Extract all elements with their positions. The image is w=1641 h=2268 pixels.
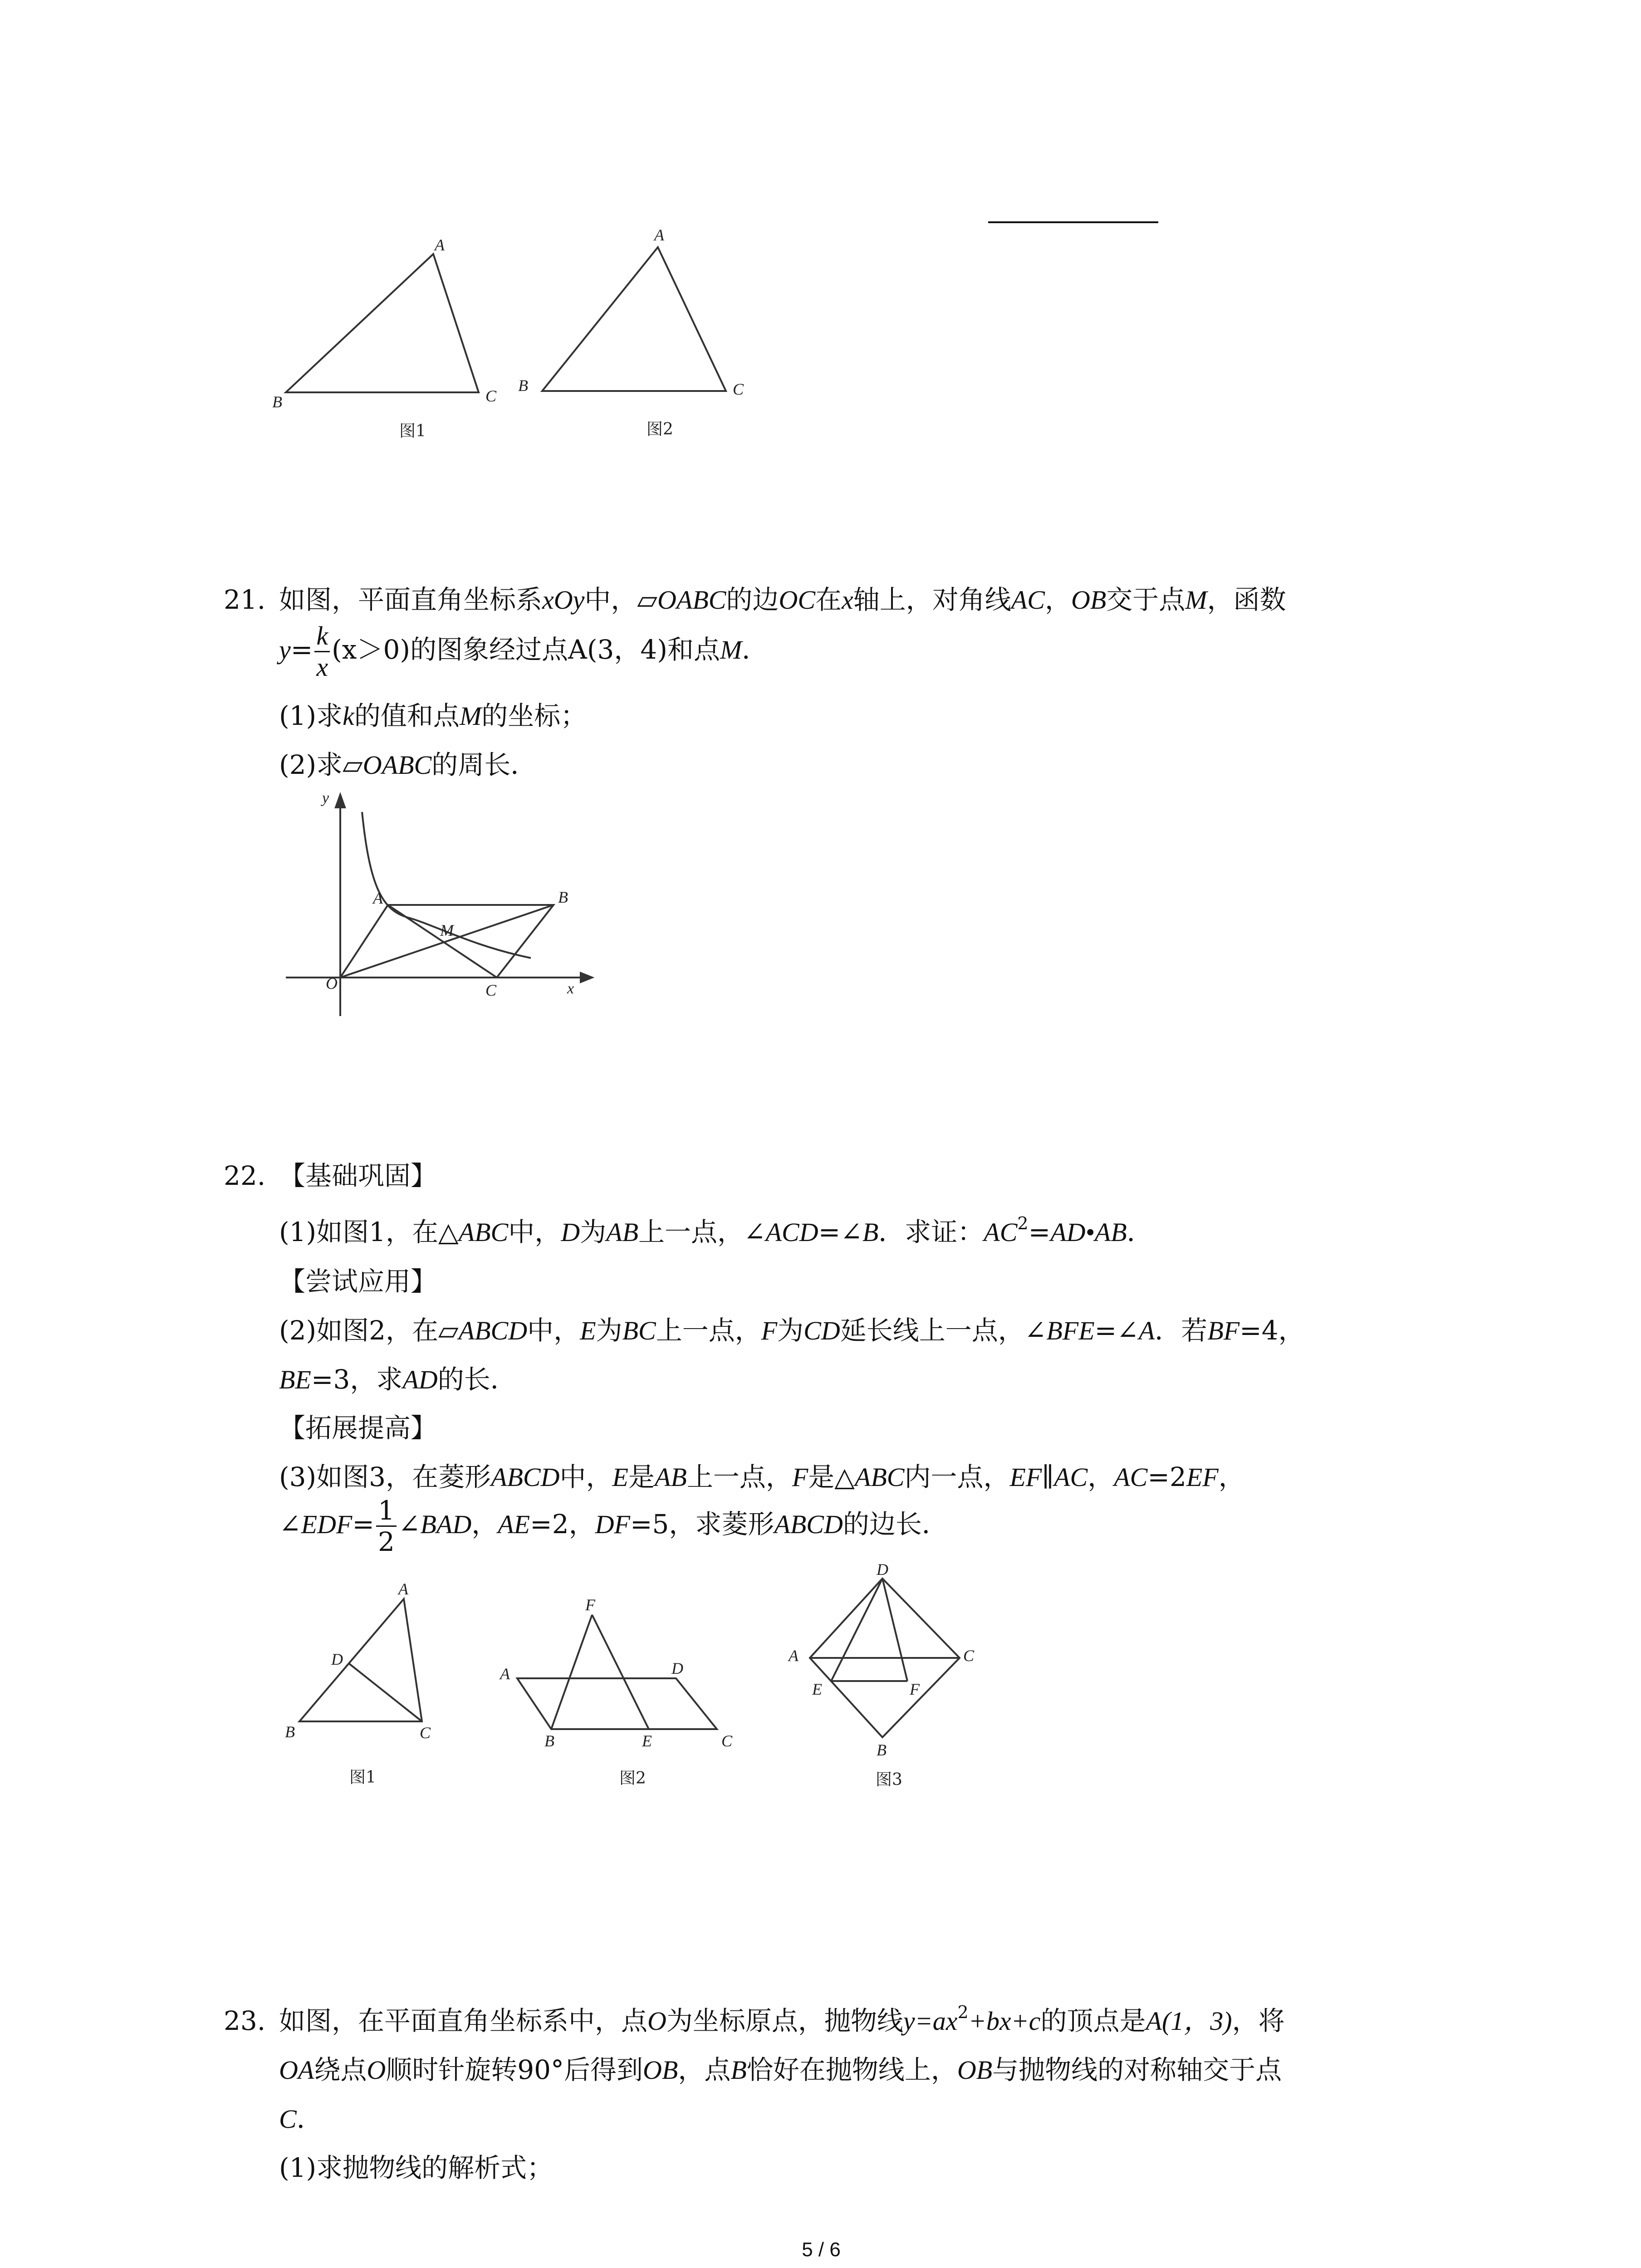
q22-sub1: (1)如图1，在△ABC中，D为AB上一点，∠ACD=∠B．求证：$AC^2=AD•AB$．: [279, 1213, 1153, 1247]
label-e: E: [642, 1732, 652, 1750]
diagonal-ac: [388, 905, 497, 978]
label-b: B: [877, 1741, 887, 1759]
q22-fig3: [780, 1560, 1007, 1796]
q22-fig1: [272, 1574, 463, 1801]
label-c: C: [420, 1724, 431, 1742]
figure-caption: 图1: [399, 422, 426, 440]
q22-heading-extend: 【拓展提高】: [279, 1413, 437, 1443]
q22-heading-try: 【尝试应用】: [279, 1266, 437, 1297]
triangle-abc: [542, 247, 726, 391]
segment-cd: [349, 1664, 422, 1721]
q23-line2: OA绕点O顺时针旋转90°后得到OB，点B恰好在抛物线上，OB与抛物线的对称轴交于点: [279, 2054, 1282, 2085]
label-c: C: [963, 1647, 975, 1665]
label-c: C: [485, 981, 497, 999]
figure-prev-fig1: [263, 227, 517, 445]
segment-df: [882, 1579, 907, 1681]
q21-part1: (1)求k的值和点M的坐标；: [279, 700, 587, 731]
label-a: A: [789, 1647, 798, 1665]
label-m: M: [440, 921, 454, 939]
q22-number: 22.: [224, 1160, 266, 1191]
label-a: A: [373, 889, 383, 907]
q23-line1: 如图，在平面直角坐标系中，点O为坐标原点，抛物线$y=ax^2+bx+c$的顶点是A(1，3)，将: [279, 2002, 1285, 2036]
q21-graph: [272, 789, 599, 1025]
segment-de: [831, 1579, 882, 1681]
answer-blank-line: [988, 221, 1158, 223]
q22-heading-basic: 【基础巩固】: [279, 1160, 437, 1191]
label-y: y: [322, 790, 329, 807]
figure-caption: 图3: [876, 1770, 902, 1789]
label-d: D: [671, 1659, 683, 1677]
parallelogram-abcd: [517, 1678, 717, 1729]
q23-part1: (1)求抛物线的解析式；: [279, 2152, 554, 2183]
q22-sub2-line2: BE=3，求AD的长．: [279, 1364, 517, 1395]
label-c: C: [733, 380, 744, 398]
label-a: A: [435, 236, 445, 254]
page-number: 5 / 6: [802, 2239, 841, 2261]
triangle-abc: [286, 254, 479, 392]
q22-sub3-line2: ∠EDF= $\frac{1}{2}$ ∠BAD，AE=2，DF=5，求菱形ABCD的边长．: [279, 1495, 948, 1558]
figure-prev-fig2: [508, 222, 762, 445]
q23-number: 23.: [224, 2005, 266, 2036]
segment-fe: [592, 1615, 649, 1729]
label-a: A: [654, 226, 664, 244]
q21-line2: y= $\frac{k}{x}$ (x＞0)的图象经过点A(3，4)和点M．: [279, 621, 769, 682]
diagonal-ob: [340, 905, 554, 978]
label-f: F: [585, 1596, 595, 1614]
label-a: A: [398, 1580, 408, 1598]
x-axis-arrow: [581, 973, 592, 982]
label-d: D: [877, 1560, 888, 1579]
label-a: A: [500, 1665, 510, 1683]
q22-sub3-line1: (3)如图3，在菱形ABCD中，E是AB上一点，F是△ABC内一点，EF∥AC，AC=2EF，: [279, 1461, 1245, 1492]
label-b: B: [272, 393, 282, 411]
q23-line3: C．: [279, 2103, 323, 2134]
label-o: O: [326, 974, 338, 992]
triangle-abc: [299, 1599, 422, 1721]
label-b: B: [285, 1723, 295, 1741]
label-f: F: [910, 1680, 920, 1698]
q21-part2: (2)求▱OABC的周长．: [279, 749, 537, 780]
label-d: D: [331, 1650, 343, 1668]
figure-caption: 图2: [619, 1769, 646, 1788]
q21-number: 21.: [224, 584, 266, 615]
label-c: C: [485, 387, 497, 405]
q22-fig2: [495, 1583, 749, 1796]
figure-caption: 图1: [349, 1768, 376, 1787]
fraction-one-half: $\frac{1}{2}$: [376, 1496, 397, 1557]
figure-caption: 图2: [647, 420, 673, 439]
label-c: C: [721, 1732, 733, 1750]
fraction-k-over-x: $\frac{k}{x}$: [314, 621, 330, 682]
label-b: B: [544, 1732, 554, 1750]
q21-line1: 如图，平面直角坐标系xOy中，▱OABC的边OC在x轴上，对角线AC，OB交于点M，函数: [279, 584, 1286, 615]
label-e: E: [812, 1680, 822, 1698]
q22-sub2-line1: (2)如图2，在▱ABCD中，E为BC上一点，F为CD延长线上一点，∠BFE=∠A．若BF=4，: [279, 1315, 1305, 1346]
label-x: x: [567, 980, 574, 997]
y-axis-arrow: [336, 795, 345, 807]
label-b: B: [518, 376, 528, 395]
segment-fb: [551, 1615, 592, 1729]
label-b: B: [558, 888, 568, 906]
